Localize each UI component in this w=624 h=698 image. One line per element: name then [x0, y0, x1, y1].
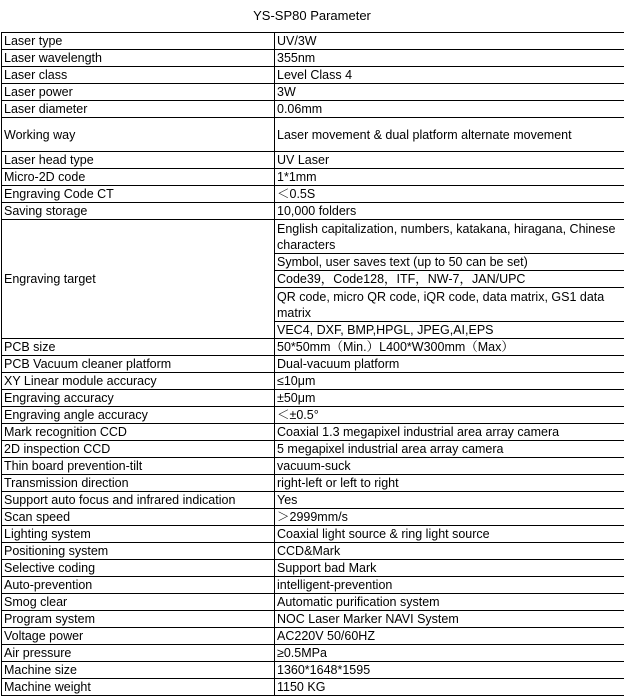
row-value: 355nm	[275, 50, 624, 67]
row-value: 10,000 folders	[275, 203, 624, 220]
row-value: ≤10μm	[275, 373, 624, 390]
row-label: Thin board prevention-tilt	[2, 458, 275, 475]
row-value: 3W	[275, 84, 624, 101]
table-row	[2, 628, 624, 645]
row-value: ＜0.5S	[275, 186, 624, 203]
row-value: intelligent-prevention	[275, 577, 624, 594]
parameter-table	[1, 32, 624, 696]
engraving-target-label: Engraving target	[2, 220, 275, 339]
row-label: Positioning system	[2, 543, 275, 560]
row-value: 5 megapixel industrial area array camera	[275, 441, 624, 458]
row-value: 1150 KG	[275, 679, 624, 696]
table-row	[2, 33, 624, 50]
row-value: ≥0.5MPa	[275, 645, 624, 662]
row-value: 0.06mm	[275, 101, 624, 118]
table-row	[2, 203, 624, 220]
row-label: Scan speed	[2, 509, 275, 526]
table-row	[2, 152, 624, 169]
row-value: ＜±0.5°	[275, 407, 624, 424]
row-value: ±50μm	[275, 390, 624, 407]
table-row	[2, 339, 624, 356]
table-row	[2, 662, 624, 679]
row-label: PCB Vacuum cleaner platform	[2, 356, 275, 373]
table-row	[2, 577, 624, 594]
row-value: 1360*1648*1595	[275, 662, 624, 679]
table-row	[2, 441, 624, 458]
table-row	[2, 458, 624, 475]
table-row	[2, 526, 624, 543]
row-label: Voltage power	[2, 628, 275, 645]
table-row	[2, 84, 624, 101]
row-label: 2D inspection CCD	[2, 441, 275, 458]
row-value: UV Laser	[275, 152, 624, 169]
row-label: Auto-prevention	[2, 577, 275, 594]
row-label: Engraving angle accuracy	[2, 407, 275, 424]
row-label: Engraving accuracy	[2, 390, 275, 407]
row-value: CCD&Mark	[275, 543, 624, 560]
row-value: Code39，Code128，ITF，NW-7，JAN/UPC	[275, 271, 624, 288]
row-label: Micro-2D code	[2, 169, 275, 186]
row-label: Saving storage	[2, 203, 275, 220]
row-value: 1*1mm	[275, 169, 624, 186]
row-label: Laser head type	[2, 152, 275, 169]
row-label: Machine size	[2, 662, 275, 679]
table-row	[2, 373, 624, 390]
page-title: YS-SP80 Parameter	[253, 8, 371, 23]
table-row	[2, 611, 624, 628]
row-value: ＞2999mm/s	[275, 509, 624, 526]
table-row	[2, 407, 624, 424]
table-row	[2, 390, 624, 407]
row-label: Laser power	[2, 84, 275, 101]
table-row	[2, 50, 624, 67]
row-value: 50*50mm（Min.）L400*W300mm（Max）	[275, 339, 624, 356]
row-value: vacuum-suck	[275, 458, 624, 475]
row-value: Symbol, user saves text (up to 50 can be set)	[275, 254, 624, 271]
table-row	[2, 679, 624, 696]
row-value: Coaxial light source & ring light source	[275, 526, 624, 543]
table-row	[2, 101, 624, 118]
row-value: Support bad Mark	[275, 560, 624, 577]
row-label: Machine weight	[2, 679, 275, 696]
row-label: Air pressure	[2, 645, 275, 662]
row-label: Program system	[2, 611, 275, 628]
table-row	[2, 492, 624, 509]
row-label: Laser wavelength	[2, 50, 275, 67]
row-value: NOC Laser Marker NAVI System	[275, 611, 624, 628]
row-value: English capitalization, numbers, katakana, hiragana, Chinese characters	[275, 220, 624, 254]
row-value: Level Class 4	[275, 67, 624, 84]
table-row	[2, 645, 624, 662]
row-label: Mark recognition CCD	[2, 424, 275, 441]
row-value: Coaxial 1.3 megapixel industrial area array camera	[275, 424, 624, 441]
row-label: Engraving Code CT	[2, 186, 275, 203]
row-value: right-left or left to right	[275, 475, 624, 492]
table-row	[2, 356, 624, 373]
row-label: PCB size	[2, 339, 275, 356]
table-row	[2, 424, 624, 441]
table-row	[2, 509, 624, 526]
table-row	[2, 594, 624, 611]
row-label: XY Linear module accuracy	[2, 373, 275, 390]
row-value: Laser movement & dual platform alternate movement	[275, 118, 624, 152]
row-value: Yes	[275, 492, 624, 509]
table-row	[2, 169, 624, 186]
table-row	[2, 220, 624, 254]
row-value: Dual-vacuum platform	[275, 356, 624, 373]
row-label: Lighting system	[2, 526, 275, 543]
row-value: UV/3W	[275, 33, 624, 50]
row-label: Working way	[2, 118, 275, 152]
row-label: Selective coding	[2, 560, 275, 577]
row-label: Laser diameter	[2, 101, 275, 118]
table-row	[2, 543, 624, 560]
row-label: Laser type	[2, 33, 275, 50]
table-row	[2, 118, 624, 152]
row-label: Laser class	[2, 67, 275, 84]
table-row	[2, 186, 624, 203]
row-value: AC220V 50/60HZ	[275, 628, 624, 645]
row-value: VEC4, DXF, BMP,HPGL, JPEG,AI,EPS	[275, 322, 624, 339]
row-label: Transmission direction	[2, 475, 275, 492]
table-row	[2, 475, 624, 492]
row-value: QR code, micro QR code, iQR code, data matrix, GS1 data matrix	[275, 288, 624, 322]
row-value: Automatic purification system	[275, 594, 624, 611]
table-row	[2, 67, 624, 84]
row-label: Support auto focus and infrared indication	[2, 492, 275, 509]
table-row	[2, 560, 624, 577]
row-label: Smog clear	[2, 594, 275, 611]
